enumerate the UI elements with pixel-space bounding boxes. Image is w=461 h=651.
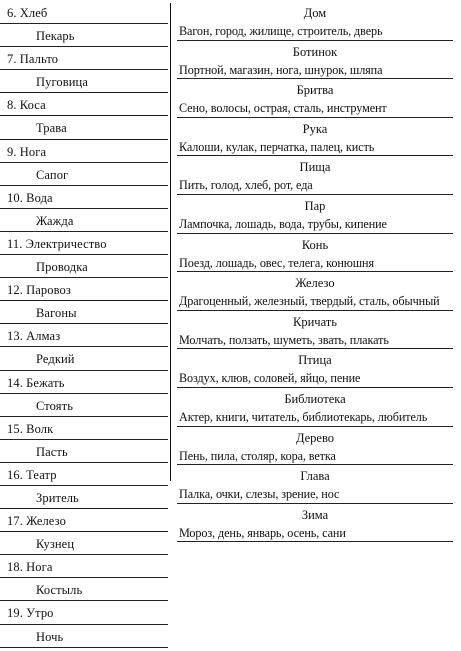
stimulus-sub-row	[0, 535, 168, 558]
stimulus-word-row	[0, 604, 168, 627]
response-underline	[177, 194, 453, 195]
row-underline	[0, 647, 168, 648]
response-underline	[177, 155, 453, 156]
response-words: Драгоценный, железный, твердый, сталь, обычный	[179, 294, 440, 309]
stimulus-column	[0, 4, 168, 651]
stimulus-word: 6. Хлеб	[7, 6, 48, 20]
response-block	[177, 276, 453, 315]
row-underline	[0, 115, 168, 116]
stimulus-subword: Пуговица	[36, 75, 88, 90]
response-underline	[177, 541, 453, 542]
stimulus-word: 7. Пальто	[7, 52, 59, 67]
response-heading: Глава	[300, 469, 330, 484]
response-words: Сено, волосы, острая, сталь, инструмент	[179, 101, 387, 116]
response-words: Лампочка, лошадь, вода, трубы, кипение	[179, 216, 387, 231]
row-underline	[0, 69, 168, 70]
response-words: Палка, очки, слезы, зрение, нос	[179, 487, 340, 502]
stimulus-subword: Сапог	[36, 167, 69, 182]
response-underline	[177, 271, 453, 272]
stimulus-word: 17. Железо	[7, 514, 66, 529]
response-block	[177, 392, 453, 431]
stimulus-subword: Трава	[36, 121, 67, 136]
stimulus-word: 9. Нога	[7, 144, 47, 159]
stimulus-word-row	[0, 189, 168, 212]
row-underline	[0, 600, 168, 601]
stimulus-word-row	[0, 143, 168, 166]
row-underline	[0, 23, 168, 24]
response-block	[177, 353, 453, 392]
row-underline	[0, 531, 168, 532]
response-column	[177, 6, 453, 546]
stimulus-word: 12. Паровоз	[7, 283, 71, 298]
response-underline	[177, 387, 453, 388]
column-divider	[170, 3, 171, 481]
stimulus-sub-row	[0, 304, 168, 327]
response-heading: Дерево	[295, 430, 335, 445]
stimulus-word-row	[0, 4, 168, 27]
row-underline	[0, 162, 168, 163]
response-block	[177, 238, 453, 277]
stimulus-sub-row	[0, 166, 168, 189]
stimulus-word: 19. Утро	[7, 606, 54, 621]
stimulus-word: 11. Электричество	[7, 236, 107, 251]
response-underline	[177, 233, 453, 234]
response-heading: Рука	[302, 121, 328, 136]
row-underline	[0, 416, 168, 417]
stimulus-subword: Редкий	[36, 352, 75, 367]
stimulus-word: 14. Бежать	[7, 375, 65, 390]
response-words: Калоши, кулак, перчатка, палец, кисть	[179, 139, 375, 154]
stimulus-sub-row	[0, 119, 168, 142]
stimulus-subword: Пекарь	[36, 29, 75, 44]
stimulus-sub-row	[0, 27, 168, 50]
row-underline	[0, 300, 168, 301]
response-underline	[177, 117, 453, 118]
response-underline	[177, 503, 453, 504]
response-heading: Конь	[301, 237, 329, 252]
row-underline	[0, 439, 168, 440]
response-underline	[177, 464, 453, 465]
response-words: Молчать, ползать, шуметь, звать, плакать	[179, 332, 389, 347]
stimulus-word-row	[0, 50, 168, 73]
stimulus-subword: Костыль	[36, 583, 83, 598]
response-heading: Библиотека	[284, 391, 346, 406]
stimulus-sub-row	[0, 73, 168, 96]
response-words: Пить, голод, хлеб, рот, еда	[179, 178, 313, 193]
response-words: Актер, книги, читатель, библиотекарь, любитель	[179, 409, 428, 424]
row-underline	[0, 139, 168, 140]
stimulus-word-row	[0, 558, 168, 581]
response-block	[177, 83, 453, 122]
stimulus-word-row	[0, 512, 168, 535]
response-heading: Дом	[303, 6, 327, 20]
response-block	[177, 6, 453, 45]
row-underline	[0, 231, 168, 232]
stimulus-sub-row	[0, 212, 168, 235]
response-underline	[177, 78, 453, 79]
stimulus-word-row	[0, 281, 168, 304]
response-heading: Пища	[299, 160, 331, 175]
row-underline	[0, 393, 168, 394]
response-block	[177, 315, 453, 354]
response-block	[177, 160, 453, 199]
response-heading: Ботинок	[292, 44, 338, 59]
response-block	[177, 431, 453, 470]
stimulus-sub-row	[0, 581, 168, 604]
stimulus-word: 18. Нога	[7, 560, 53, 575]
stimulus-sub-row	[0, 258, 168, 281]
response-words: Воздух, клюв, соловей, яйцо, пение	[179, 371, 361, 386]
row-underline	[0, 370, 168, 371]
stimulus-word-row	[0, 327, 168, 350]
row-underline	[0, 346, 168, 347]
response-heading: Птица	[298, 353, 332, 368]
response-underline	[177, 348, 453, 349]
stimulus-word: 8. Коса	[7, 98, 46, 113]
stimulus-subword: Жажда	[36, 213, 74, 228]
response-block	[177, 199, 453, 238]
response-words: Портной, магазин, нога, шнурок, шляпа	[179, 62, 383, 77]
stimulus-subword: Зритель	[36, 490, 79, 505]
stimulus-subword: Проводка	[36, 260, 88, 275]
stimulus-word-row	[0, 235, 168, 258]
stimulus-subword: Стоять	[36, 398, 73, 413]
row-underline	[0, 185, 168, 186]
response-underline	[177, 426, 453, 427]
response-words: Пень, пила, столяр, кора, ветка	[179, 448, 336, 463]
stimulus-subword: Ночь	[36, 629, 64, 644]
stimulus-word: 10. Вода	[7, 190, 53, 205]
row-underline	[0, 554, 168, 555]
stimulus-subword: Кузнец	[36, 537, 75, 552]
response-block	[177, 508, 453, 547]
stimulus-word-row	[0, 374, 168, 397]
stimulus-sub-row	[0, 397, 168, 420]
response-heading: Бритва	[296, 83, 334, 98]
response-heading: Зима	[301, 507, 329, 522]
response-heading: Пар	[304, 198, 326, 213]
row-underline	[0, 624, 168, 625]
stimulus-word-row	[0, 420, 168, 443]
stimulus-sub-row	[0, 628, 168, 651]
response-block	[177, 122, 453, 161]
row-underline	[0, 462, 168, 463]
row-underline	[0, 208, 168, 209]
row-underline	[0, 46, 168, 47]
row-underline	[0, 254, 168, 255]
response-block	[177, 469, 453, 508]
stimulus-word: 15. Волк	[7, 421, 54, 436]
stimulus-word: 13. Алмаз	[7, 329, 61, 344]
stimulus-subword: Вагоны	[36, 306, 77, 321]
response-underline	[177, 310, 453, 311]
row-underline	[0, 323, 168, 324]
stimulus-sub-row	[0, 443, 168, 466]
row-underline	[0, 577, 168, 578]
response-words: Вагон, город, жилище, строитель, дверь	[179, 24, 383, 38]
response-block	[177, 45, 453, 84]
response-heading: Кричать	[293, 314, 337, 329]
stimulus-subword: Пасть	[36, 444, 68, 459]
response-underline	[177, 40, 453, 41]
stimulus-sub-row	[0, 350, 168, 373]
response-words: Поезд, лошадь, овес, телега, конюшня	[179, 255, 374, 270]
row-underline	[0, 277, 168, 278]
stimulus-sub-row	[0, 489, 168, 512]
row-underline	[0, 92, 168, 93]
stimulus-word: 16. Театр	[7, 467, 57, 482]
row-underline	[0, 508, 168, 509]
stimulus-word-row	[0, 96, 168, 119]
response-words: Мороз, день, январь, осень, сани	[179, 525, 346, 540]
response-heading: Железо	[295, 276, 335, 291]
